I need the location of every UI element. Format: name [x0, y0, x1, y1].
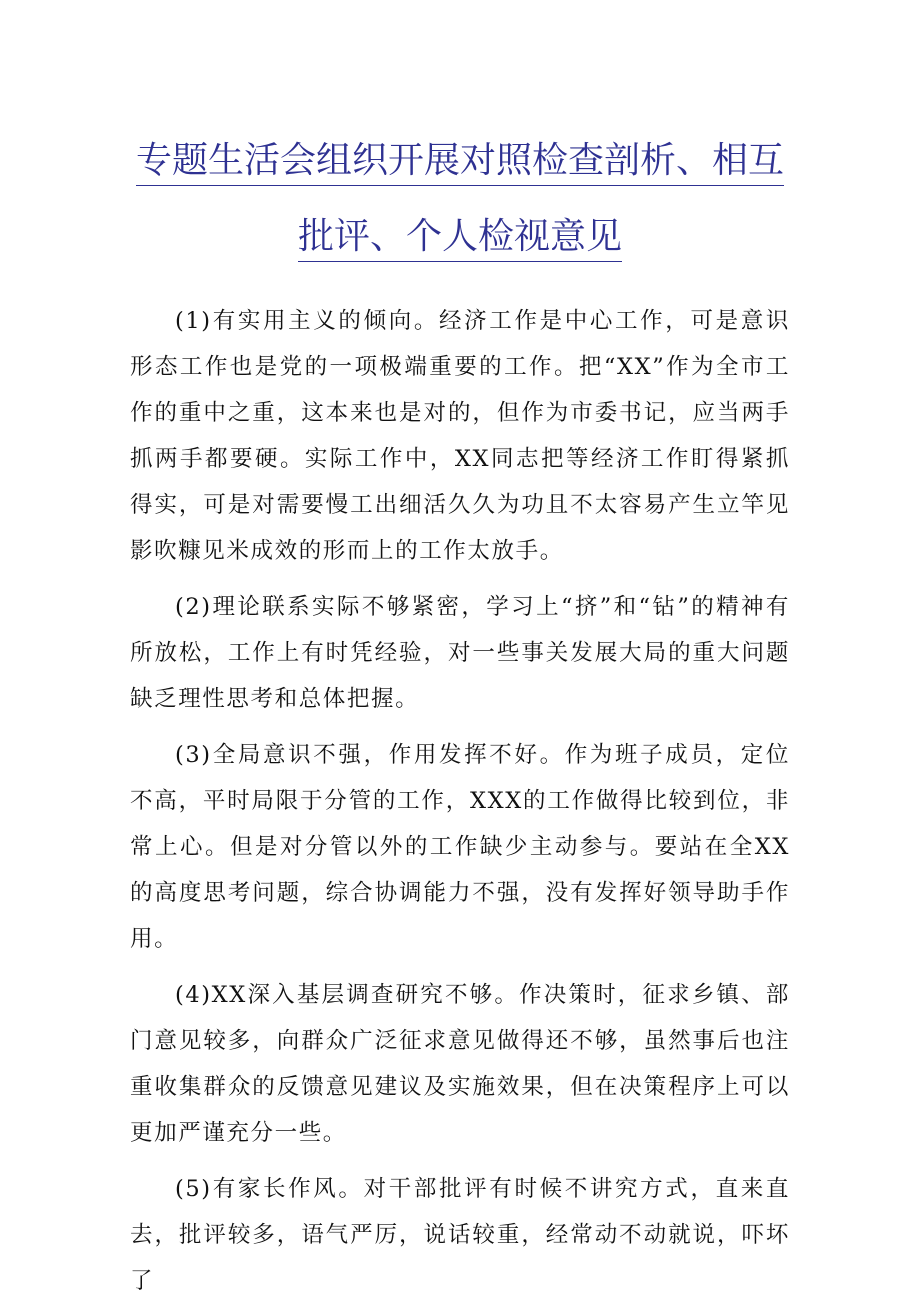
document-title	[100, 128, 820, 280]
paragraph-3: (3)全局意识不强，作用发挥不好。作为班子成员，定位不高，平时局限于分管的工作，XXX的工作做得比较到位，非常上心。但是对分管以外的工作缺少主动参与。要站在全XX的高度思考问题，综合协调能力不强，没有发挥好领导助手作用。	[130, 742, 790, 952]
title-line-2: 批评、个人检视意见	[298, 213, 622, 262]
title-line-1: 专题生活会组织开展对照检查剖析、相互	[136, 137, 784, 186]
paragraph-2: (2)理论联系实际不够紧密，学习上“挤”和“钻”的精神有所放松，工作上有时凭经验，对一些事关发展大局的重大问题缺乏理性思考和总体把握。	[130, 594, 790, 712]
paragraph-5: (5)有家长作风。对干部批评有时候不讲究方式，直来直去，批评较多，语气严厉，说话较重，经常动不动就说，吓坏了	[130, 1176, 790, 1294]
paragraph-1: (1)有实用主义的倾向。经济工作是中心工作，可是意识形态工作也是党的一项极端重要的工作。把“XX”作为全市工作的重中之重，这本来也是对的，但作为市委书记，应当两手抓两手都要硬。实际工作中，XX同志把等经济工作盯得紧抓得实，可是对需要慢工出细活久久为功且不太容易产生立竿见影吹糠见米成效的形而上的工作太放手。	[130, 308, 790, 564]
document-body	[130, 298, 790, 1314]
paragraph-4: (4)XX深入基层调查研究不够。作决策时，征求乡镇、部门意见较多，向群众广泛征求意见做得还不够，虽然事后也注重收集群众的反馈意见建议及实施效果，但在决策程序上可以更加严谨充分一些。	[130, 982, 790, 1146]
